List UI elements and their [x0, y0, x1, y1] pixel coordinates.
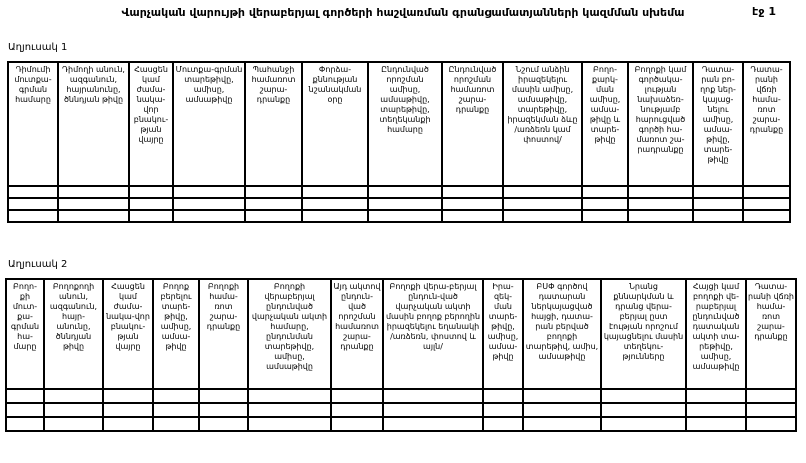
registration-table-1 — [7, 61, 791, 223]
empty-cell — [686, 403, 746, 417]
empty-cell — [743, 210, 790, 222]
empty-cell — [442, 210, 503, 222]
empty-cell — [383, 389, 483, 403]
appeals-table-2 — [5, 278, 797, 432]
empty-cell — [103, 417, 153, 431]
empty-cell — [442, 186, 503, 198]
empty-cell — [331, 389, 383, 403]
empty-cell — [58, 198, 129, 210]
empty-cell — [6, 417, 44, 431]
column-header: Ընդունված որոշման համառոտ շարա-դրանքը — [442, 62, 503, 186]
empty-cell — [199, 417, 248, 431]
column-header: Փորձա-քննության նշանակման օրը — [302, 62, 368, 186]
empty-cell — [383, 417, 483, 431]
header-row — [8, 62, 790, 186]
column-header: Իրա-զեկ-ման տարե-թիվը, ամիսը, ամսա-թիվը — [483, 279, 523, 389]
empty-cell — [601, 417, 686, 431]
empty-cell — [746, 389, 796, 403]
empty-cell — [173, 210, 245, 222]
empty-cell — [153, 417, 199, 431]
column-header: Մուտքա-գրման տարեթիվը, ամիսը, ամսաթիվը — [173, 62, 245, 186]
empty-cell — [743, 186, 790, 198]
column-header: Բողո-քի մուտ-քա-գրման հա-մարը — [6, 279, 44, 389]
column-header: Ընդունված որոշման ամիսը, ամսաթիվը, տարեթիվը, տեղեկանքի համարը — [368, 62, 442, 186]
empty-row — [8, 198, 790, 210]
empty-cell — [302, 210, 368, 222]
empty-cell — [582, 210, 628, 222]
column-header: Բողոքի վերա-բերյալ ընդուն-ված վարչական ակտի մասին բողոք բերողին իրազեկելու եղանակի /առձեռն, փոստով և այլն/ — [383, 279, 483, 389]
empty-cell — [368, 198, 442, 210]
empty-cell — [601, 403, 686, 417]
page-number: էջ 1 — [752, 5, 776, 18]
empty-cell — [601, 389, 686, 403]
empty-cell — [582, 198, 628, 210]
empty-cell — [173, 186, 245, 198]
empty-cell — [746, 403, 796, 417]
empty-cell — [503, 210, 582, 222]
empty-cell — [44, 403, 103, 417]
empty-cell — [153, 389, 199, 403]
empty-cell — [58, 210, 129, 222]
empty-cell — [129, 210, 173, 222]
column-header: Պահանջի համառոտ շարա-դրանքը — [245, 62, 302, 186]
empty-cell — [686, 417, 746, 431]
empty-cell — [8, 210, 58, 222]
empty-cell — [442, 198, 503, 210]
empty-cell — [368, 210, 442, 222]
empty-row — [6, 417, 796, 431]
page-title: Վարչական վարույթի վերաբերյալ գործերի հաշվառման գրանցամատյանների կազմման սխեմա — [121, 6, 685, 19]
empty-cell — [693, 198, 743, 210]
empty-cell — [693, 186, 743, 198]
empty-cell — [582, 186, 628, 198]
empty-cell — [245, 186, 302, 198]
empty-cell — [368, 186, 442, 198]
table1-label: Աղյուսակ 1 — [8, 42, 68, 53]
empty-cell — [8, 198, 58, 210]
empty-cell — [746, 417, 796, 431]
empty-cell — [248, 403, 331, 417]
empty-cell — [302, 186, 368, 198]
empty-row — [8, 186, 790, 198]
empty-cell — [245, 210, 302, 222]
empty-cell — [331, 403, 383, 417]
empty-cell — [44, 417, 103, 431]
empty-cell — [6, 403, 44, 417]
empty-cell — [331, 417, 383, 431]
empty-cell — [686, 389, 746, 403]
empty-row — [6, 389, 796, 403]
header-row — [6, 279, 796, 389]
column-header: Բողոքի համա-ռոտ շարա-դրանքը — [199, 279, 248, 389]
column-header: Դատա-րանի վճռի համա-ռոտ շարա-դրանքը — [746, 279, 796, 389]
empty-cell — [483, 417, 523, 431]
empty-cell — [129, 186, 173, 198]
empty-cell — [8, 186, 58, 198]
empty-cell — [523, 389, 601, 403]
empty-cell — [693, 210, 743, 222]
empty-cell — [523, 403, 601, 417]
empty-cell — [383, 403, 483, 417]
empty-cell — [302, 198, 368, 210]
empty-cell — [173, 198, 245, 210]
column-header: Հայցի կամ բողոքի վե-րաբերյալ ընդունված դատական ակտի տա-րեթիվը, ամիսը, ամսաթիվը — [686, 279, 746, 389]
empty-cell — [248, 417, 331, 431]
empty-row — [6, 403, 796, 417]
column-header: ԲՍՓ գործով դատարան ներկայացված հայցի, դատա-րան բերված բողոքի տարեթիվ, ամիս, ամսաթիվը — [523, 279, 601, 389]
empty-cell — [743, 198, 790, 210]
column-header: Բողոքի կամ գործակա-լության նախաձեռ-նությամբ հարուցված գործի հա-մառոտ շա-րադրանքը — [628, 62, 693, 186]
empty-cell — [483, 403, 523, 417]
empty-cell — [153, 403, 199, 417]
column-header: Նրանց քննարկման և դրանց վերա-բերյալ ըստ էության որոշում կայացնելու մասին տեղեկու-թյունները — [601, 279, 686, 389]
empty-cell — [503, 186, 582, 198]
empty-cell — [199, 389, 248, 403]
column-header: Դատա-րան բո-ղոք ներ-կայաց-նելու ամիսը, ամսա-թիվը, տարե-թիվը — [693, 62, 743, 186]
column-header: Դիմումի մուտքա-գրման համարը — [8, 62, 58, 186]
column-header: Բողոք բերելու տարե-թիվը, ամիսը, ամսա-թիվը — [153, 279, 199, 389]
empty-cell — [58, 186, 129, 198]
empty-cell — [103, 389, 153, 403]
empty-cell — [523, 417, 601, 431]
column-header: Հասցեն կամ ժամա-նակա-վոր բնակու-թյան վայրը — [103, 279, 153, 389]
empty-cell — [628, 210, 693, 222]
empty-cell — [503, 198, 582, 210]
empty-cell — [6, 389, 44, 403]
column-header: Այդ ակտով ընդուն-ված որոշման համառոտ շարա-դրանքը — [331, 279, 383, 389]
empty-cell — [628, 186, 693, 198]
empty-cell — [245, 198, 302, 210]
empty-cell — [44, 389, 103, 403]
empty-cell — [248, 389, 331, 403]
column-header: Բողո-քարկ-ման ամիսը, ամսա-թիվը և տարե-թիվը — [582, 62, 628, 186]
empty-cell — [129, 198, 173, 210]
column-header: Դիմողի անուն, ազգանուն, հայրանունը, ծննդյան թիվը — [58, 62, 129, 186]
empty-cell — [483, 389, 523, 403]
empty-cell — [628, 198, 693, 210]
empty-cell — [103, 403, 153, 417]
column-header: Բողոքի վերաբերյալ ընդունված վարչական ակտի համարը, ընդունման տարեթիվը, ամիսը, ամսաթիվը — [248, 279, 331, 389]
column-header: Նշում անձին իրազեկելու մասին ամիսը, ամսաթիվը, տարեթիվը, իրազեկման ձևը /առձեռն կամ փոստով/ — [503, 62, 582, 186]
empty-row — [8, 210, 790, 222]
empty-cell — [199, 403, 248, 417]
table2-label: Աղյուսակ 2 — [8, 259, 68, 270]
column-header: Հասցեն կամ ժամա-նակա-վոր բնակու-թյան վայրը — [129, 62, 173, 186]
column-header: Դատա-րանի վճռի համա-ռոտ շարա-դրանքը — [743, 62, 790, 186]
column-header: Բողոքողի անուն, ազգանուն, հայր-անունը, ծննդյան թիվը — [44, 279, 103, 389]
